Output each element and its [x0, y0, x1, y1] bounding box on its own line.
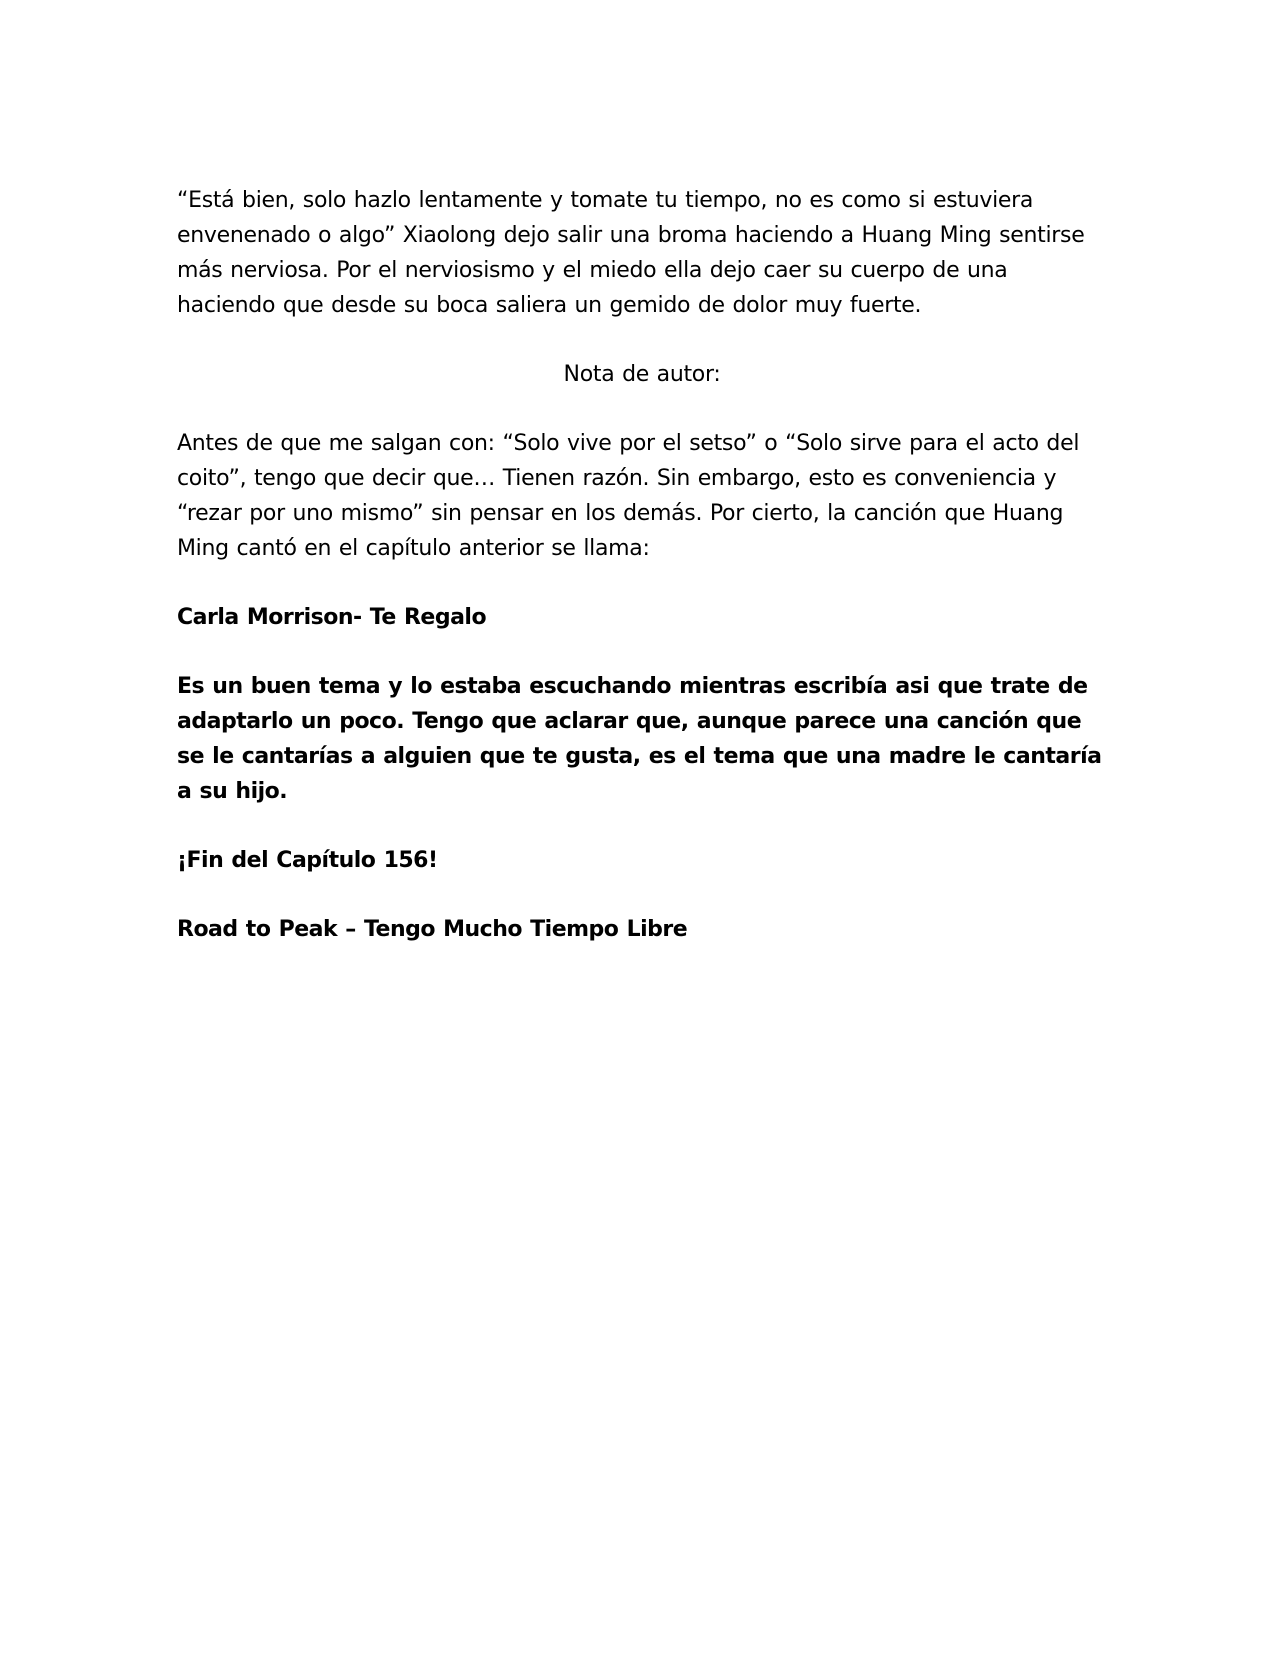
song-title: Carla Morrison- Te Regalo: [177, 605, 487, 630]
song-comment-paragraph: Es un buen tema y lo estaba escuchando mientras escribía asi que trate de adaptarlo un poco. Tengo que aclarar que, aunque parece una canción que se le cantarías a alguien que te gusta, es el tema que una madre le cantaría a su hijo.: [177, 674, 1102, 804]
author-note-heading: Nota de autor:: [563, 362, 721, 387]
author-note-paragraph: Antes de que me salgan con: “Solo vive por el setso” o “Solo sirve para el acto del coito”, tengo que decir que… Tienen razón. Sin embargo, esto es conveniencia y “rezar por uno mismo” sin pensar en los demás. Por cierto, la canción que Huang Ming cantó en el capítulo anterior se llama:: [177, 431, 1080, 561]
story-paragraph: “Está bien, solo hazlo lentamente y tomate tu tiempo, no es como si estuviera envenenado o algo” Xiaolong dejo salir una broma haciendo a Huang Ming sentirse más nerviosa. Por el nerviosismo y el miedo ella dejo caer su cuerpo de una haciendo que desde su boca saliera un gemido de dolor muy fuerte.: [177, 188, 1085, 318]
chapter-end: ¡Fin del Capítulo 156!: [177, 848, 438, 873]
document-page: [177, 183, 1107, 947]
footer-line: Road to Peak – Tengo Mucho Tiempo Libre: [177, 917, 688, 942]
